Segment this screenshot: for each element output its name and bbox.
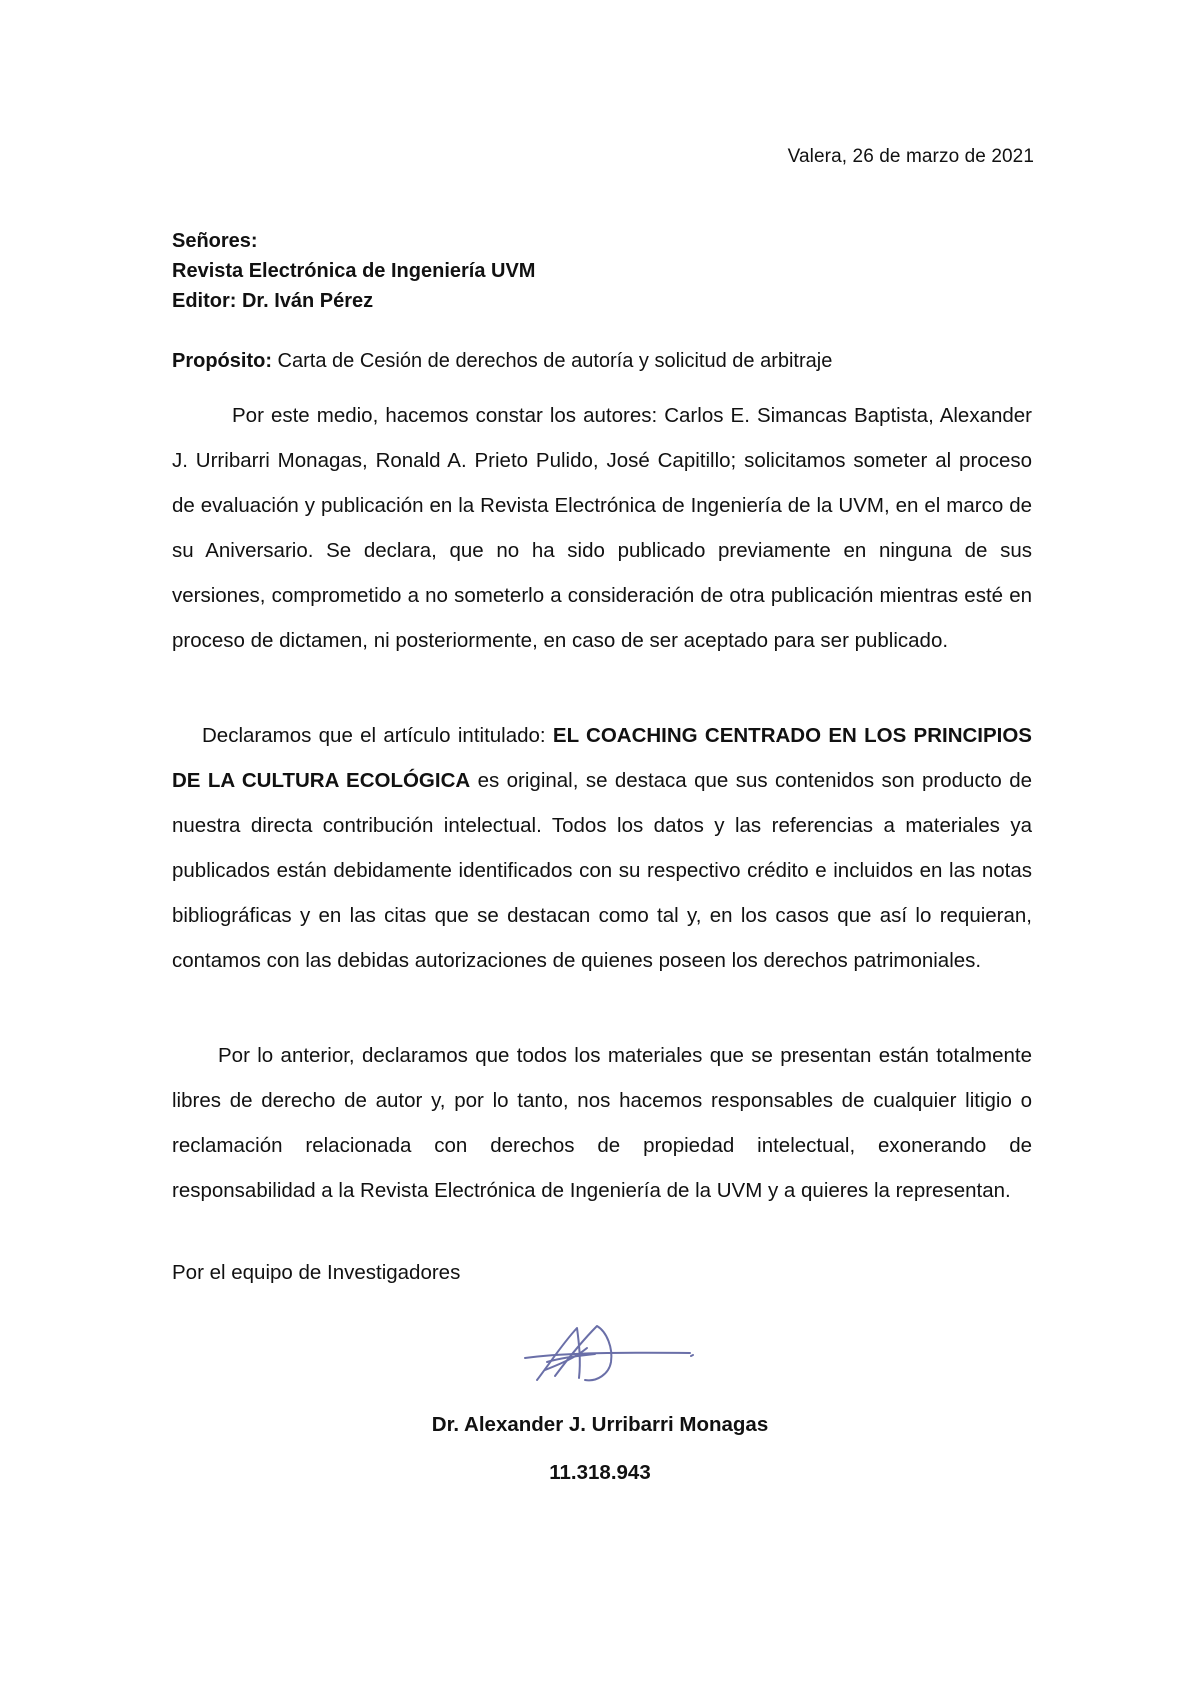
paragraph-responsibility: Por lo anterior, declaramos que todos los materiales que se presentan están totalmente libres de derecho de autor y, por lo tanto, nos hacemos responsables de cualquier litigio o reclamación relacionada con derechos de propiedad intelectual, exonerando de responsabilidad a la Revista Electrónica de Ingeniería de la UVM y a quieres la representan.: [172, 1044, 1032, 1202]
recipient-block: [172, 226, 535, 316]
signer-name: Dr. Alexander J. Urribarri Monagas: [431, 1413, 769, 1436]
purpose-label: Propósito:: [172, 350, 272, 372]
paragraph-originality: [172, 713, 1032, 983]
article-title: EL COACHING CENTRADO EN LOS PRINCIPIOS DE LA CULTURA ECOLÓGICA: [172, 724, 1032, 792]
signer-id-number: 11.318.943: [549, 1461, 651, 1484]
paragraph-originality-intro: Declaramos que el artículo intitulado:: [202, 724, 553, 747]
recipient-salutation: Señores:: [172, 230, 258, 252]
paragraph-authors: Por este medio, hacemos constar los autores: Carlos E. Simancas Baptista, Alexander J. Urribarri Monagas, Ronald A. Prieto Pulido, José Capitillo; solicitamos someter al proceso de evaluación y publicación en la Revista Electrónica de Ingeniería de la UVM, en el marco de su Aniversario. Se declara, que no ha sido publicado previamente en ninguna de sus versiones, comprometido a no someterlo a consideración de otra publicación mientras esté en proceso de dictamen, ni posteriormente, en caso de ser aceptado para ser publicado.: [172, 404, 1032, 652]
paragraph-originality-rest: es original, se destaca que sus contenidos son producto de nuestra directa contribución intelectual. Todos los datos y las referencias a materiales ya publicados están debidamente identificados con su respectivo crédito e incluidos en las notas bibliográficas y en las citas que se destacan como tal y, en los casos que así lo requieran, contamos con las debidas autorizaciones de quienes poseen los derechos patrimoniales.: [172, 769, 1032, 972]
closing-line: Por el equipo de Investigadores: [172, 1261, 461, 1284]
letter-date: Valera, 26 de marzo de 2021: [787, 146, 1034, 167]
purpose-text: Carta de Cesión de derechos de autoría y solicitud de arbitraje: [272, 350, 833, 372]
recipient-editor: Editor: Dr. Iván Pérez: [172, 290, 374, 312]
purpose-line: [172, 346, 832, 376]
handwritten-signature: [515, 1318, 695, 1398]
recipient-journal: Revista Electrónica de Ingeniería UVM: [172, 260, 536, 282]
